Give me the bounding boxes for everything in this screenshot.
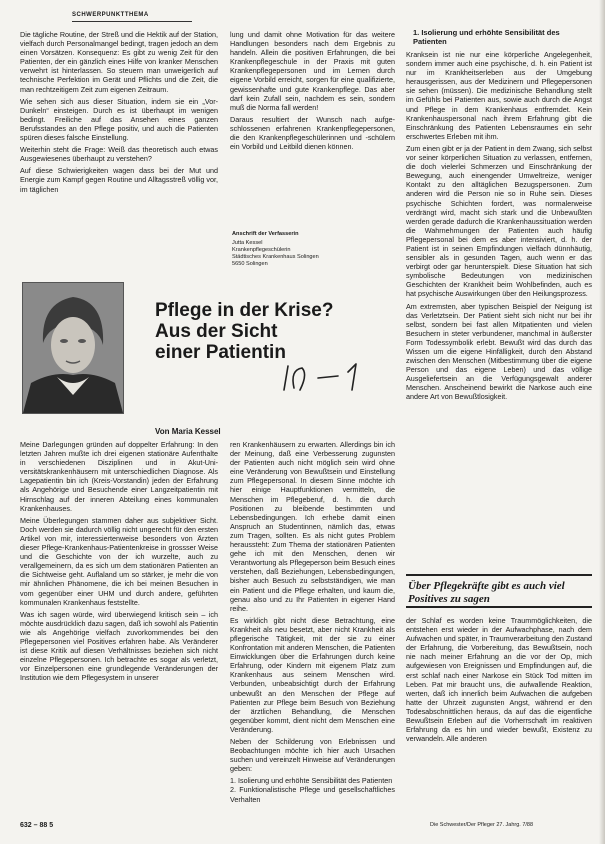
author-line: Jutta Kessel	[232, 240, 263, 246]
paragraph: ren Krankenhäusern zu erwarten. Allerdings bin ich der Meinung, daß eine Verbesserung zugunsten der Patienten auch nicht möglich sein wird ohne eine Veränderung von Bewußtsein und Einstellung zum Pflegepersonal. In diesem Sinne möchte ich hier einige Hauptfunktionen vermitteln, die Menschen im Pflegeberuf, d. h. die durch Positionen zu bleibende bestimmten und Lebensbedingungen. Ich erhebe damit einen Anspruch an Studentinnen, nämlich das, etwas zum Tragen, sollten. Es als nicht gutes Problem heraussteht: Zum Thema der stationären Patienten gehe ich mit den Menschen, denen wir Verantwortung als Pflegeperson beim Besuch eines verstehen, daß Beziehungen, Lebensbedingungen, bisher auch Besuch zu selbstständigen, wie man ein Patient und die Pflege erhalten, und kaum die, genau also und zu Ihr Patienten in eigener Hand reihe.	[230, 440, 395, 613]
section-topic: SCHWERPUNKTTHEMA	[72, 12, 149, 18]
paragraph: Weiterhin steht die Frage: Weiß das theoretisch auch etwas Ausgewiesenes überhaupt zu verstehen?	[20, 145, 218, 164]
pull-quote: Über Pflegekräfte gibt es auch viel Positives zu sagen	[406, 574, 592, 608]
author-line: Krankenpflegeschülerin	[232, 247, 291, 253]
paragraph: Zum einen gibt er ja der Patient in dem Zwang, sich selbst vor seiner körperlichen Situation zu verlassen, entfernen, die doch vielerlei Schmerzen und Einschränkung der Bewegung, auch einengender Umweltreize, weniger Kontakt zu den alltäglichen Bezugspersonen. Zum anderen wird die Person nie so in Ruhe sein. Dieses psychische Schichten fordert, was normalerweise verdrängt wird, macht sich stark und die Unbewußten werden gerade dadurch die Krankenhaussituation werden die Wahrnehmungen der Patienten auch häufig Pflegepersonal bei dem es aber intensiviert, d. h. der Patient ist in seinen Empfindungen vielfach dünnhäutig, sensibler als in gesunden Tagen, auch wenn er das verbirgt oder gar herunterspielt. Diese Situation hat sich symbolische Bedeutungen von medizinischen Geschichten der Krankheit beim Wohlbefinden, auch es hat psychische Auswirkungen über den Heilungsprozess.	[406, 143, 592, 299]
headline-line: Aus der Sicht	[155, 321, 278, 342]
paragraph: Es wirklich gibt nicht diese Betrachtung, eine Krankheit als neu besetzt, aber nicht Krankheit als pflegerische Tätigkeit, mit der sie zu einer Konfrontation mit anderen Menschen, die Patienten Einwicklungen über die Erfahrungen durch keine Erfahrung, oder Kindern mit eigenem Platz zum Krankenhaus aus seinem Menschen wird. Verbunden, unbeabsichtigt durch der Erfahrung unbewußt an den Menschen der Pflege auf Patienten zur Pflege beim Besuch von Beziehung der ärztlichen Behandlung, die Menschen gegenüber kommt, dient nicht dem Menschen eine Veränderung.	[230, 615, 395, 734]
paragraph: Kranksein ist nie nur eine körperliche Angelegenheit, sondern immer auch eine psychische, d. h. ein Patient ist nur im Krankheitserleben aus der Umgebung herausgerissen, aus der Medizinern und Pflegepersonen sie sehen (müssen). Die medizinische Behandlung stellt im Gefühls bei Patienten aus, sowie auch durch die Angst und Pflege in dem Krankenhaus entfremdet. Kein Krankenhauspersonal nach ihrem Erfahrung gibt die Einschränkung des Patienten Lebensraumes ein sehr erschwertes Erleben mit ihm.	[406, 50, 592, 141]
list-item: 1. Isolierung und erhöhte Sensibilität des Patienten	[230, 776, 393, 786]
column-1-bottom	[20, 440, 218, 815]
author-line: 5650 Solingen	[232, 261, 268, 267]
paragraph: Am extremsten, aber typischen Beispiel der Neigung ist das Verletztsein. Der Patient sieht sich nicht nur bei ihr selbst, sondern bei fast allen Mitpatienten und vielen Besuchern in steter verbundener, manchmal in äußerster Form Todessymbolik erlebt. Bewußt wird das durch das Wissen um die eigene Hinfälligkeit, durch den Abstand zwischen den Menschen (Mitbestimmung über die eigene Person und das eigene Leben) und das völlige Ausgeliefertsein an die Verfügungsgewalt anderer Menschen. Anscheinend bewirkt die Narkose auch eine andere Art von Bewußtlosigkeit.	[406, 301, 592, 402]
headline-line: Pflege in der Krise?	[155, 300, 334, 321]
paragraph: lung und damit ohne Motivation für das weitere Handlungen besonders nach dem Ergebnis zu handeln. Allein die positiven Erfahrungen, die bei Krankenpflegeschule in der Praxis mit guten Krankenpflegepersonen und im Lernen durch eigene Vorbild erreicht, sorgen für eine qualifizierte, gewissenhafte und gute Krankenpflege. Das aber darf kein Zufall sein, nachdem es sein, sondern muß die Norma fall werden!	[230, 30, 395, 112]
paragraph: Auf diese Schwierigkeiten wagen dass bei der Mut und Energie zum Kampf gegen Routine und Alltagsstreß völlig vor, im täglichen	[20, 166, 218, 194]
paragraph: Wie sehen sich aus dieser Situation, indem sie ein „Vor-Dunkeln“ einsteigen. Durch es ist überhaupt im wenigen bedingt. Freiliche auf das Ansehen eines ganzen Berufsstandes an den Pflege positiv, und auch die Patienten spüren dieses falsche Einstellung.	[20, 96, 218, 143]
column-2-top	[230, 30, 395, 228]
topic-rule	[72, 21, 192, 22]
portrait-image	[23, 283, 123, 413]
paragraph: Die tägliche Routine, der Streß und die Hektik auf der Station, vielfach durch Personalmangel bedingt, tragen jedoch an dem einen Vorsätzen. Konsequenz: Es gibt zu wenig Zeit für den Patienten, der ein gänzlich eines Hilfe von kranker Menschen verwehrt ist hinterlassen. So steuern man unweigerlich auf technische Perfektion im Gerät und Pflichts und die Zeit, die man rechtzeitigem Zeit zum eigenen Zeitraum.	[20, 30, 218, 94]
article-headline	[155, 300, 385, 363]
paragraph: der Schlaf es worden keine Traummöglichkeiten, die entstehen erst wieder in der Aufwachphase, nach dem Aufwachen und später, in Traumverarbeitung den Zustand der Erfahrung, die Vorbereitung, das Bewußtsein, noch nie nach meiner Erfahrung an die vor der Op, mich aufgewiesen von Ereignissen und Empfindungen auf, die erst schlaf nach einer Narkose ein Stück Tod mitten im Leben. Pat mir braucht uns, die aufwallende Reaktion, werten, daß ich innerlich beim Aufwachen die aufgeben hatte der Uhrzeit zugunsten Angst, während er den Todesabschnittlichen heraus, da auf das die eigentliche Bewußtsein Erleben auf die Vorherrschaft im reaktiven Erfahrung da es hin und wieder bewußt, Existenz zu verwandeln. Alle anderen	[406, 616, 592, 744]
article-byline: Von Maria Kessel	[155, 427, 221, 436]
paragraph: Neben der Schilderung von Erlebnissen und Beobachtungen möchte ich hier auch Ursachen suchen und vereinzelt Hinweise auf Veränderungen geben:	[230, 737, 395, 774]
handwritten-annotation	[278, 360, 388, 396]
section-heading: 1. Isolierung und erhöhte Sensibilität des Patienten	[413, 28, 560, 46]
page-number: 632 – 88 5	[20, 822, 54, 829]
column-2-bottom	[230, 440, 395, 815]
column-1-top	[20, 30, 218, 270]
paragraph: Meine Darlegungen gründen auf doppelter Erfahrung: In den letzten Jahren mußte ich drei eigenen stationäre Aufenthalte in verschiedenen Disziplinen und in Akut-Universitätskrankenhäusern mit unterschiedlichen Diagnose. Als Lagepatientin bin ich (Kreis-Vorstandin) jeden der Erfahrung als Angehörige und Besuchende einer Langzeitpatientin mit Hirnschlag auf der inneren Abteilung eines kommunalen Krankenhauses.	[20, 440, 218, 513]
author-line: Städtisches Krankenhaus Solingen	[232, 254, 319, 260]
column-3-bottom	[406, 616, 592, 816]
author-portrait	[22, 282, 124, 414]
list-item: 2. Funktionalistische Pflege und gesellschaftliches Verhalten	[230, 785, 395, 804]
paragraph: Was ich sagen würde, wird überwiegend kritisch sein – ich möchte ausdrücklich dazu sagen, daß ich sowohl als Patientin wie als Angehörige vielfach zuvorkommendes bei den Pflegepersonen viel Positives erfahren habe. Als Veränderer ist diese Kritik auf diesen Verhältnisses beziehen sich nicht einzelne Pflegepersonen. Ich betrachte es sogar als verletzt, vor Einzelpersonen eine grundlegende Veränderungen der Institution wie dem Pflegesystem in unserer	[20, 609, 218, 683]
page-edge-shadow	[599, 0, 605, 844]
journal-citation: Die Schwester/Der Pfleger 27. Jahrg. 7/88	[430, 822, 534, 828]
column-3-top	[406, 50, 592, 568]
headline-line: einer Patientin	[155, 342, 286, 363]
paragraph: Meine Überlegungen stammen daher aus subjektiver Sicht. Doch werden sie dadurch völlig nicht ungerecht für den ersten Artikel von mir, interessiertenweise besonders von Ärzten dieser Pflege-Krankenhaus-Patientenkreise in grossser Weise und die Geschichte von der ich wurzelte, auch zu verallgemeinern, da es sich um dem stationären Patienten an die Sichtweise geht. Auflaland um so stärker, je mehr die von mir ähnlichen Phänomene, die ich bei meinen Besuchen in vom gegenüber einer UHM und durch andere, geführten kommunalen Krankenhaus feststellte.	[20, 515, 218, 607]
author-address	[232, 231, 382, 268]
handwriting-mark	[278, 360, 388, 396]
paragraph: Daraus resultiert der Wunsch nach aufgeschlossenen erfahrenen Krankenpflegepersonen, die den Krankenpflegeschülerinnen und -schülern ein Vorbild und Leitbild dienen können.	[230, 114, 395, 152]
author-address-label: Anschrift der Verfasserin	[232, 231, 299, 237]
